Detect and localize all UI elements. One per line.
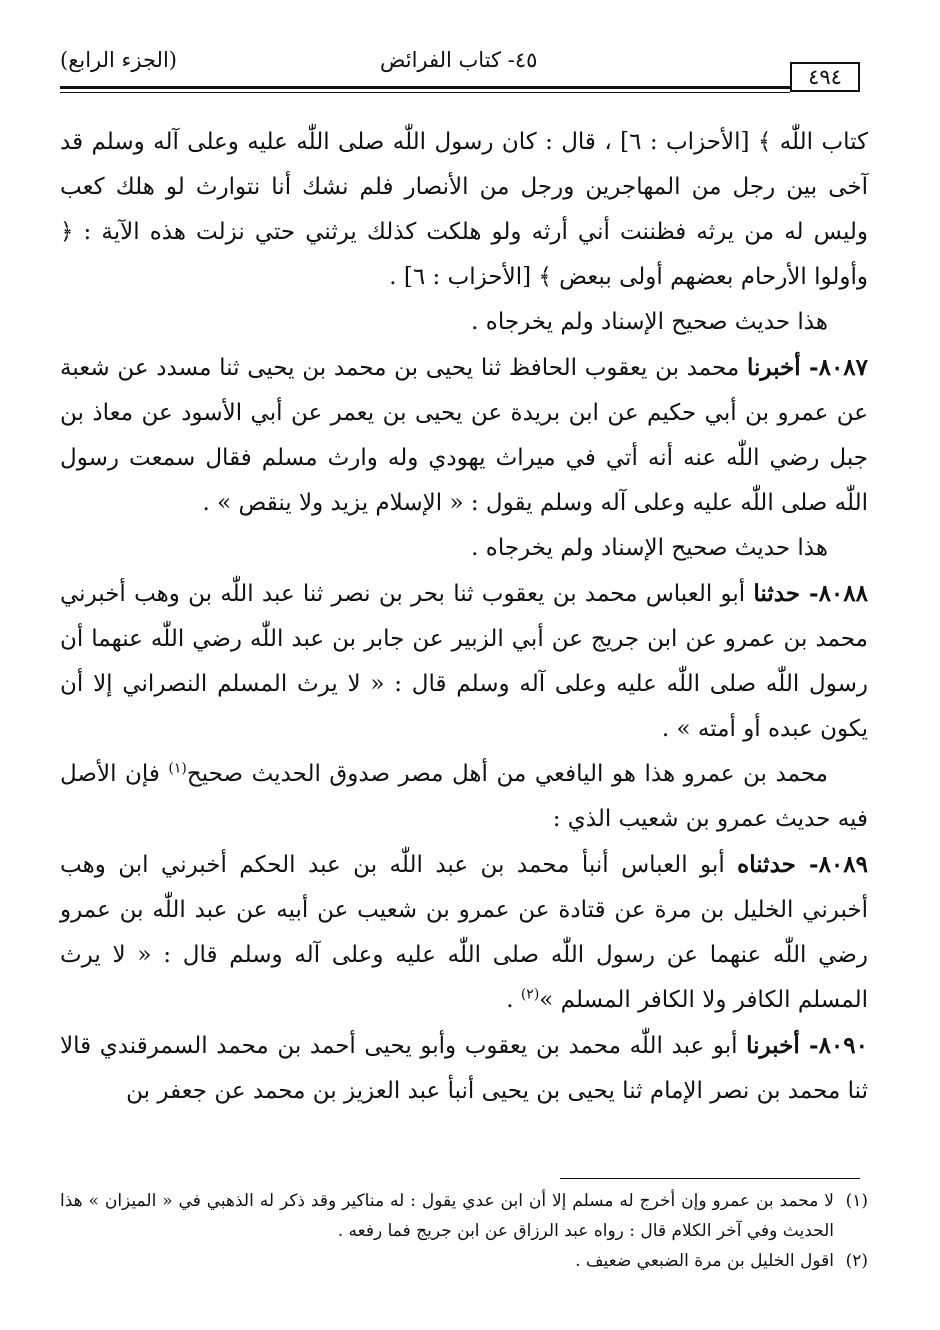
hadith-8090 xyxy=(60,1023,868,1114)
main-text xyxy=(60,120,868,1114)
hadith-number: ٨٠٨٧- xyxy=(800,354,869,381)
hadith-8089 xyxy=(60,842,868,1023)
footnote-number: (١) xyxy=(845,1191,868,1211)
narration-keyword: أخبرنا xyxy=(746,1032,800,1059)
narration-keyword: حدثنا xyxy=(753,580,801,607)
footnote-ref: (٢) xyxy=(520,986,540,1003)
book-title: ٤٥- كتاب الفرائض xyxy=(380,48,538,72)
footnote xyxy=(60,1246,868,1276)
page-number: ٤٩٤ xyxy=(790,62,860,92)
footnotes xyxy=(60,1186,868,1276)
commentary-text: فإن الأصل فيه حديث عمرو بن شعيب الذي : xyxy=(60,761,868,832)
header-rule-thin xyxy=(60,92,790,93)
hadith-text: أبو عبد اللّٰه محمد بن يعقوب وأبو يحيى أحمد بن محمد السمرقندي قالا ثنا محمد بن نصر الإمام ثنا يحيى بن يحيى أنبأ عبد العزيز بن محمد عن جعفر بن xyxy=(60,1033,868,1104)
footnote xyxy=(60,1186,868,1246)
paragraph-continuation: كتاب اللّٰه ﴾ [الأحزاب : ٦] ، قال : كان رسول اللّٰه صلى اللّٰه عليه وعلى آله وسلم قد آخى بين رجل من المهاجرين ورجل من الأنصار فلم نشك أنا نتوارث لو هلك كعب وليس له من يرثه فظننت أني أرثه ولو هلكت كذلك يرثني حتي نزلت هذه الآية : ﴿ وأولوا الأرحام بعضهم أولى ببعض ﴾ [الأحزاب : ٦] . xyxy=(60,129,869,290)
hadith-number: ٨٠٨٩- xyxy=(795,851,868,878)
hadith-8087 xyxy=(60,345,868,526)
hadith-8088 xyxy=(60,571,868,752)
hadith-text: محمد بن يعقوب الحافظ ثنا يحيى بن محمد بن يحيى ثنا مسدد عن شعبة عن عمرو بن أبي حكيم عن ابن بريدة عن يحيى بن يعمر عن أبي الأسود عن معاذ بن جبل رضي اللّٰه عنه أنه أتي في ميراث يهودي وله وارث مسلم فقال سمعت رسول اللّٰه صلى اللّٰه عليه وعلى آله وسلم يقول : « الإسلام يزيد ولا ينقص » . xyxy=(60,355,868,516)
hadith-text-end: . xyxy=(506,987,521,1013)
commentary-text: محمد بن عمرو هذا هو اليافعي من أهل مصر صدوق الحديث صحيح xyxy=(186,761,828,787)
commentary xyxy=(60,752,868,842)
hadith-text: أبو العباس محمد بن يعقوب ثنا بحر بن نصر ثنا عبد اللّٰه بن وهب أخبرني محمد بن عمرو عن ابن جريج عن أبي الزبير عن جابر بن عبد اللّٰه رضي اللّٰه عنهما أن رسول اللّٰه صلى اللّٰه عليه وعلى آله وسلم قال : « لا يرث المسلم النصراني إلا أن يكون عبده أو أمته » . xyxy=(60,581,868,742)
grading-note: هذا حديث صحيح الإسناد ولم يخرجاه . xyxy=(471,309,828,335)
footnote-text: لا محمد بن عمرو وإن أخرج له مسلم إلا أن ابن عدي يقول : له مناكير وقد ذكر له الذهبي في « الميزان » هذا الحديث وفي آخر الكلام قال : رواه عبد الرزاق عن ابن جريج فما رفعه . xyxy=(60,1191,834,1241)
volume-label: (الجزء الرابع) xyxy=(60,48,177,72)
footnote-separator xyxy=(560,1178,860,1179)
narration-keyword: حدثناه xyxy=(737,851,796,878)
narration-keyword: أخبرنا xyxy=(746,354,801,381)
hadith-text: أبو العباس أنبأ محمد بن عبد اللّٰه بن عبد الحكم أخبرني ابن وهب أخبرني الخليل بن مرة عن قتادة عن عمرو بن شعيب عن أبيه عن عبد اللّٰه بن عمرو رضي اللّٰه عنهما عن رسول اللّٰه صلى اللّٰه عليه وعلى آله وسلم قال : « لا يرث المسلم الكافر ولا الكافر المسلم » xyxy=(60,852,868,1013)
footnote-ref: (١) xyxy=(168,760,187,777)
hadith-number: ٨٠٩٠- xyxy=(799,1032,868,1059)
header-rule-thick xyxy=(60,86,790,89)
grading-note: هذا حديث صحيح الإسناد ولم يخرجاه . xyxy=(471,535,828,561)
footnote-text: اقول الخليل بن مرة الضبعي ضعيف . xyxy=(575,1251,834,1271)
hadith-number: ٨٠٨٨- xyxy=(800,580,868,607)
footnote-number: (٢) xyxy=(845,1251,868,1271)
